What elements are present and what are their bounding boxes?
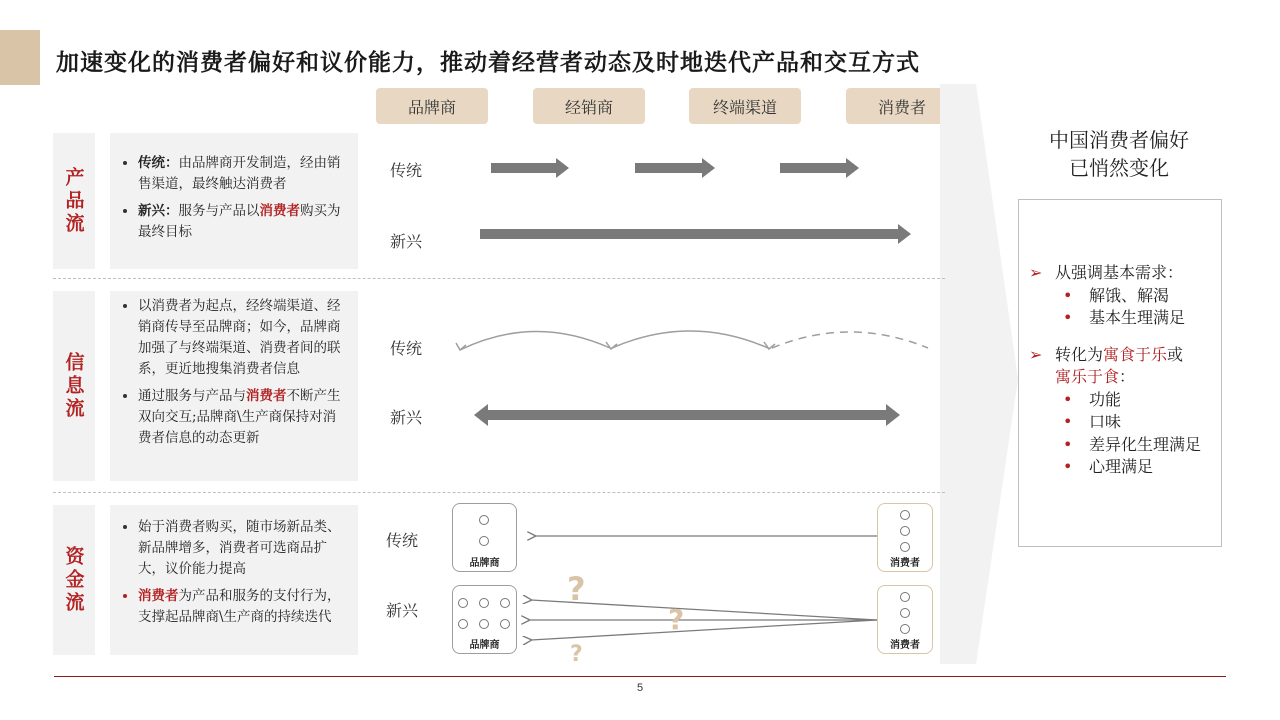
bullet-icon: •	[1063, 285, 1073, 305]
bullet-icon: •	[1063, 434, 1073, 454]
bullet-icon: •	[1063, 308, 1073, 327]
circle-icon	[479, 598, 489, 608]
circle-icon	[458, 619, 468, 629]
panel-item: • 差异化生理满足	[1027, 434, 1213, 457]
product-lane-label-traditional: 传统	[390, 161, 423, 180]
product-flow-arrows	[480, 150, 920, 250]
background-chevron-shape	[940, 84, 1020, 674]
column-header-brand: 品牌商	[376, 88, 488, 124]
row-label-capital-flow: 资金流	[53, 505, 95, 655]
panel-item: • 功能	[1027, 389, 1213, 412]
bullet-icon: •	[1063, 457, 1073, 476]
page-title: 加速变化的消费者偏好和议价能力，推动着经营者动态及时地迭代产品和交互方式	[56, 49, 920, 76]
circle-icon	[500, 619, 510, 629]
circle-icon	[479, 619, 489, 629]
arrow-bullet-icon: ➢	[1029, 344, 1043, 364]
bullet-icon: •	[1063, 389, 1073, 409]
product-lane-label-emerging: 新兴	[390, 232, 423, 251]
circle-icon	[479, 515, 489, 525]
footer-divider	[54, 676, 1226, 677]
capital-emerging-arrow-bottom	[531, 620, 877, 640]
circle-icon	[900, 510, 910, 520]
title-accent-block	[0, 30, 40, 85]
capital-lane-label-emerging: 新兴	[386, 601, 419, 620]
capital-bullet-1: • 始于消费者购买，随市场新品类、新品牌增多，消费者可选商品扩大，议价能力提高	[138, 517, 348, 580]
info-traditional-arc-3	[772, 332, 928, 348]
panel-item: • 解饿、解渴	[1027, 285, 1213, 308]
product-bullet-traditional: • 传统：由品牌商开发制造，经由销售渠道，最终触达消费者	[138, 153, 348, 195]
product-traditional-arrow-3	[780, 158, 859, 178]
panel-item: • 基本生理满足	[1027, 307, 1213, 330]
row-divider-2	[53, 492, 945, 493]
circle-icon	[479, 536, 489, 546]
question-mark-1: ?	[567, 570, 586, 608]
column-header-consumer: 消费者	[846, 88, 958, 124]
row-desc-capital-flow	[110, 505, 358, 655]
circle-icon	[900, 592, 910, 602]
panel-heading-basic-needs: ➢ 从强调基本需求：	[1027, 262, 1213, 285]
row-label-info-flow: 信息流	[53, 291, 95, 481]
circle-icon	[500, 598, 510, 608]
question-mark-3: ?	[570, 642, 583, 667]
consumer-node-emerging: 消费者	[877, 585, 933, 654]
bullet-icon: •	[1063, 412, 1073, 431]
info-bullet-1: • 以消费者为起点，经终端渠道、经销商传导至品牌商；如今，品牌商加强了与终端渠道、消费者间的联系，更近地搜集消费者信息	[138, 296, 348, 380]
panel-item: • 心理满足	[1027, 456, 1213, 479]
info-emerging-double-arrow	[474, 404, 900, 426]
info-lane-label-emerging: 新兴	[390, 408, 423, 427]
column-header-distributor: 经销商	[533, 88, 645, 124]
product-bullet-emerging: • 新兴：服务与产品以消费者购买为最终目标	[138, 201, 348, 243]
product-traditional-arrow-2	[635, 158, 715, 178]
page-number: 5	[636, 682, 644, 694]
info-traditional-arc-1	[460, 331, 610, 350]
row-label-product-flow: 产品流	[53, 133, 95, 269]
info-bullet-2: • 通过服务与产品与消费者不断产生双向交互;品牌商\生产商保持对消费者信息的动态更新	[138, 386, 348, 449]
panel-heading-entertainment: ➢ 转化为寓食于乐或 寓乐于食：	[1027, 344, 1213, 389]
capital-bullet-2: • 消费者为产品和服务的支付行为，支撑起品牌商\生产商的持续迭代	[138, 586, 348, 628]
panel-item: • 口味	[1027, 411, 1213, 434]
circle-icon	[900, 608, 910, 618]
brand-node-emerging: 品牌商	[452, 585, 517, 654]
arrow-bullet-icon: ➢	[1029, 263, 1043, 282]
consumer-node-traditional: 消费者	[877, 503, 933, 572]
info-lane-label-traditional: 传统	[390, 339, 423, 358]
side-panel-box	[1018, 199, 1222, 547]
column-header-terminal-channel: 终端渠道	[689, 88, 801, 124]
brand-node-traditional: 品牌商	[452, 503, 517, 572]
row-divider-1	[53, 278, 945, 279]
product-emerging-arrow	[480, 224, 911, 244]
row-desc-product-flow	[110, 133, 358, 269]
circle-icon	[900, 542, 910, 552]
product-traditional-arrow-1	[491, 158, 569, 178]
circle-icon	[900, 526, 910, 536]
info-traditional-arc-2	[612, 331, 768, 348]
row-desc-info-flow	[110, 291, 358, 481]
circle-icon	[900, 624, 910, 634]
side-panel-title: 中国消费者偏好 已悄然变化	[1049, 128, 1189, 180]
info-flow-arrows	[450, 320, 940, 440]
circle-icon	[458, 598, 468, 608]
capital-lane-label-traditional: 传统	[386, 531, 419, 550]
question-mark-2: ?	[668, 603, 685, 636]
